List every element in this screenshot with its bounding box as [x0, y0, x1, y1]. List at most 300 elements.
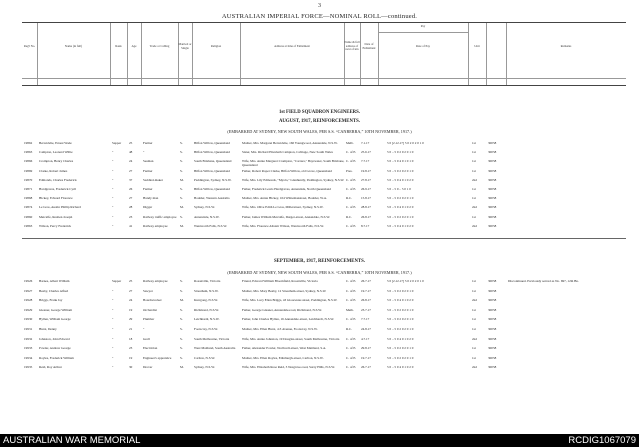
- cell-no: 19870: [24, 177, 33, 182]
- cell-en: C. of E.: [346, 150, 357, 155]
- section-2-heading: SEPTEMBER, 1917, REINFORCEMENTS.: [273, 259, 366, 264]
- cell-ms: S.: [180, 317, 183, 322]
- cell-ms: S.: [180, 346, 183, 351]
- cell-dt: 26.8.17: [361, 298, 371, 303]
- cell-x: 30058: [488, 187, 497, 191]
- cell-rel: Wentworth Falls, N.S.W.: [194, 223, 227, 228]
- cell-rank: ": [112, 150, 114, 155]
- table-row: [22, 298, 626, 306]
- cell-rel: Bilfon Willow, Queensland: [194, 187, 230, 191]
- cell-name: Le Gros, Austin Phillip Richard: [39, 205, 81, 210]
- cell-name: Reid, Roy Arthur: [39, 365, 62, 370]
- cell-rank: ": [112, 317, 114, 322]
- cell-no: 19928: [24, 298, 33, 303]
- section-1-heading: 1st FIELD SQUADRON ENGINEERS.: [278, 110, 361, 115]
- cell-ms: S.: [180, 141, 183, 145]
- cell-age: 48: [129, 150, 133, 155]
- cell-ms: S.: [180, 355, 183, 360]
- cell-trade: Grell: [143, 336, 150, 341]
- cell-dt: 7.7.17: [361, 317, 370, 322]
- cell-en: C. of E.: [346, 159, 357, 164]
- cell-nok: Father, Robert Roper Clarke, Bilfon Willow, old Grove, Queensland: [242, 168, 332, 173]
- cell-dt: 7.1.17: [361, 141, 370, 145]
- cell-trade: Farmer: [143, 141, 153, 145]
- table-row: [22, 150, 626, 158]
- cell-rel: Sydney, N.S.W.: [194, 205, 215, 210]
- cell-dt: 7.7.17: [361, 159, 370, 164]
- table-row: [22, 308, 626, 316]
- table-row: [22, 178, 626, 186]
- cell-trade: Sawyer: [143, 288, 153, 293]
- cell-rel: South Melbourne, Victoria: [194, 336, 230, 341]
- cell-en: C. of E.: [346, 223, 357, 228]
- cell-rank: ": [112, 223, 114, 228]
- table-row: [22, 289, 626, 297]
- cell-no: 19935: [24, 365, 33, 370]
- cell-pay: 5 0 .. 5 0 4 0 1 0 2 0: [387, 298, 414, 303]
- cell-dt: 26.7.17: [361, 279, 371, 283]
- cell-name: Briggs, Frank Jay: [39, 298, 63, 303]
- cell-no: 19862: [24, 141, 33, 145]
- cell-unit: 2nd: [472, 205, 477, 210]
- cell-dt: 19.8.17: [361, 168, 371, 173]
- cell-no: 19933: [24, 346, 33, 351]
- cell-no: 19929: [24, 307, 33, 312]
- cell-no: 19931: [24, 327, 33, 331]
- cell-pay: 5 0 .. 5 0 2 0 2 0 1 0: [387, 355, 414, 360]
- cell-name: Royles, Frederick William: [39, 355, 74, 360]
- cell-name: Beaby, Charles Alfred: [39, 288, 69, 293]
- cell-age: 19: [129, 307, 133, 312]
- col-name: Name (in full): [64, 44, 83, 48]
- cell-rank: ": [112, 346, 114, 351]
- cell-rank: ": [112, 298, 114, 303]
- cell-nok: Father, George Gleaner, Annandale-road, Richmond, N.S.W.: [242, 307, 322, 312]
- section-1-subheading: AUGUST, 1917, REINFORCEMENTS.: [278, 119, 361, 124]
- cell-age: 25: [129, 141, 133, 145]
- cell-rank: Sapper: [112, 141, 122, 145]
- cell-ms: S.: [180, 187, 183, 191]
- cell-age: 30: [129, 365, 133, 370]
- cell-trade: Railway employee: [143, 279, 168, 283]
- cell-pay: 5 0 .. 5 0 2 0 2 0 1 0: [387, 317, 414, 322]
- section-divider: [22, 238, 626, 239]
- cell-en: C. of E.: [346, 205, 357, 210]
- cell-en: Pres.: [346, 168, 353, 173]
- cell-en: C. of E.: [346, 365, 357, 370]
- cell-x: 30058: [488, 214, 497, 219]
- cell-no: 19868: [24, 196, 33, 201]
- col-reg-no: Reg'l No.: [23, 44, 36, 48]
- cell-age: 37: [129, 177, 133, 182]
- cell-pay: 5 0 .. 5 0 2 0 2 0 1 0: [387, 307, 414, 312]
- col-age: Age: [131, 44, 137, 48]
- cell-x: 30058: [488, 288, 497, 293]
- cell-rank: ": [112, 159, 114, 164]
- cell-ms: S.: [180, 150, 183, 155]
- cell-en: C. of E.: [346, 336, 357, 341]
- col-pay: Pay: [420, 24, 426, 28]
- cell-en: C. of E.: [346, 346, 357, 351]
- cell-rank: ": [112, 214, 114, 219]
- cell-rel: Streatham, N.S.W.: [194, 288, 219, 293]
- cell-rel: Footscray, N.S.W.: [194, 327, 218, 331]
- cell-nok: Mother, Mrs. Ellen Hurst, 4 Z Avenue, Footscray, N.S.W.: [242, 327, 318, 331]
- table-row: [22, 224, 626, 232]
- cell-name: Edmonds, Charles Frederick: [39, 177, 77, 182]
- cell-rel: Bilfon Willow, Queensland: [194, 168, 230, 173]
- cell-rel: Leichhardt, N.S.W.: [194, 317, 220, 322]
- cell-pay: 5 0 .. 5 0 2 0 2 0 1 0: [387, 288, 414, 293]
- cell-rank: ": [112, 205, 114, 210]
- cell-trade: Digger: [143, 205, 153, 210]
- cell-pay: 5 0 .. 5 0 2 0 2 0 1 0: [387, 150, 414, 155]
- cell-trade: Plumber: [143, 317, 155, 322]
- cell-rel: West Maitland, South Australia: [194, 346, 236, 351]
- cell-unit: 1st: [472, 159, 476, 164]
- col-unit: Unit: [474, 44, 480, 48]
- cell-rel: Paddington, Sydney, N.S.W.: [194, 177, 232, 182]
- cell-age: 23: [129, 346, 133, 351]
- col-address: Address at time of Enlistment: [274, 44, 310, 48]
- cell-ms: M.: [180, 223, 184, 228]
- cell-age: 41: [129, 223, 133, 228]
- cell-trade: Boardwrecker: [143, 298, 162, 303]
- table-row: [22, 279, 626, 287]
- cell-ms: M.: [180, 177, 184, 182]
- cell-trade: Electrician: [143, 346, 158, 351]
- cell-x: 30058: [488, 365, 497, 370]
- col-trade: Trade or Calling: [149, 44, 170, 48]
- cell-rank: ": [112, 365, 114, 370]
- cell-no: 19860: [24, 214, 33, 219]
- cell-rank: Sapper: [112, 279, 122, 283]
- cell-unit: 1st: [472, 279, 476, 283]
- cell-x: 30058: [488, 177, 497, 182]
- cell-x: 30058: [488, 307, 497, 312]
- cell-nok: Mother, Mrs. Margaret Berwicklie, 160 Youngwood, Annandale, N.S.W.: [242, 141, 338, 145]
- cell-ms: M.: [180, 205, 184, 210]
- cell-nok: Wife, Mrs. Annie Johnston, 19 Douglas-street, South Melbourne, Victoria: [242, 336, 340, 341]
- cell-pay: 5 0 .. 5 0 4 0 1 0 2 0: [387, 336, 414, 341]
- cell-rank: ": [112, 327, 114, 331]
- cell-en: C. of E.: [346, 279, 357, 283]
- cell-dt: 26.9.17: [361, 187, 371, 191]
- cell-pay: 5 0 .. 5 0 4 0 1 0 1 0: [387, 159, 414, 164]
- cell-en: C. of E.: [346, 317, 357, 322]
- cell-unit: 1st: [472, 150, 476, 155]
- cell-name: Hardgraves, Frederick Cyril: [39, 187, 77, 191]
- cell-x: 30058: [488, 279, 497, 283]
- cell-dt: 26.8.17: [361, 214, 371, 219]
- cell-unit: 1st: [472, 327, 476, 331]
- cell-pay: 5 0 .. 5 0 .. 5 0 1 0: [387, 187, 411, 191]
- cell-age: 27: [129, 288, 133, 293]
- cell-x: 30058: [488, 346, 497, 351]
- cell-x: 30058: [488, 205, 497, 210]
- cell-unit: 1st: [472, 288, 476, 293]
- cell-rank: ": [112, 355, 114, 360]
- cell-nok: Mother, Mrs. Mary Beaby, 12 Streatham-street, Sydney, N.S.W.: [242, 288, 327, 293]
- cell-unit: 1st: [472, 196, 476, 201]
- table-row: [22, 346, 626, 354]
- cell-en: R.C.: [346, 196, 353, 201]
- cell-en: Melb.: [346, 141, 354, 145]
- cell-en: R.C.: [346, 327, 353, 331]
- cell-name: Hurst, Denny: [39, 327, 57, 331]
- footer-source: AUSTRALIAN WAR MEMORIAL: [3, 435, 141, 446]
- table-row: [22, 317, 626, 325]
- cell-pay: 5 0 [2.12.17] 5 0 2 0 2 0 1 0: [387, 141, 424, 145]
- col-enlistment: Date of Enlistment: [362, 42, 376, 50]
- cell-x: 30058: [488, 298, 497, 303]
- cell-trade: ": [143, 327, 145, 331]
- cell-nok: Wife, Mrs. Lily Edmonds, "Myola," Glenhuntly, Paddington, Sydney, N.S.W.: [242, 177, 345, 182]
- cell-x: 30058: [488, 150, 497, 155]
- cell-no: 19863: [24, 150, 33, 155]
- cell-rank: ": [112, 307, 114, 312]
- cell-dt: 8.7.17: [361, 223, 370, 228]
- cell-name: Johnston, John Edward: [39, 336, 70, 341]
- cell-pay: 5 0 .. 5 0 2 0 2 0 1 0: [387, 214, 414, 219]
- cell-no: 19869: [24, 168, 33, 173]
- cell-rel: Kurrgong, N.S.W.: [194, 298, 218, 303]
- cell-ms: S.: [180, 196, 183, 201]
- cell-pay: 5 0 [2.12.17] 5 0 2 0 2 0 1 0: [387, 279, 424, 283]
- cell-nok: Father, Frederick Lewis Hardgraves, Annandale, North Queensland: [242, 187, 331, 191]
- cell-x: 30058: [488, 355, 497, 360]
- table-row: [22, 141, 626, 149]
- cell-pay: 5 0 .. 5 0 2 0 2 0 1 0: [387, 196, 414, 201]
- cell-dt: 25.6.17: [361, 150, 371, 155]
- cell-name: Berwicklie, Ernest Wade: [39, 141, 72, 145]
- cell-no: 19927: [24, 288, 33, 293]
- cell-trade: Farmer: [143, 187, 153, 191]
- cell-en: R.C.: [346, 214, 353, 219]
- cell-x: 30058: [488, 141, 497, 145]
- cell-trade: Railway traffic employee: [143, 214, 177, 219]
- cell-rank: ": [112, 187, 114, 191]
- cell-unit: 2nd: [472, 298, 477, 303]
- cell-dt: 23.7.17: [361, 307, 371, 312]
- cell-unit: 1st: [472, 355, 476, 360]
- cell-pay: 5 0 .. 5 0 4 0 1 0 2 0: [387, 365, 414, 370]
- cell-name: Campton, Leonard Willie: [39, 150, 73, 155]
- cell-pay: 5 0 .. 5 0 4 0 1 0 2 0: [387, 223, 414, 228]
- cell-rank: ": [112, 196, 114, 201]
- cell-nok: Mother, Mrs. Annie Hickey, 104 Whitemanstreet, Boulder, W.A.: [242, 196, 327, 201]
- cell-ms: M.: [180, 298, 184, 303]
- cell-ms: S.: [180, 327, 183, 331]
- cell-ms: S.: [180, 159, 183, 164]
- cell-ms: M.: [180, 365, 184, 370]
- cell-rel: South Brisbane, Queensland: [194, 159, 232, 164]
- cell-x: 30058: [488, 196, 497, 201]
- cell-trade: Engineer's apprentice: [143, 355, 172, 360]
- cell-nok: Wife, Mrs. Elizabeth Rose Reid, 3 Nesgrave-road, Surry Hills, N.S.W.: [242, 365, 335, 370]
- cell-x: 30058: [488, 223, 497, 228]
- col-married: Married or Single: [178, 42, 192, 50]
- cell-nok: Mother, Mrs. Ellen Royles, Edinburgh-street, Carlton, N.S.W.: [242, 355, 324, 360]
- cell-unit: 1st: [472, 307, 476, 312]
- table-row: [22, 159, 626, 167]
- table-row: [22, 169, 626, 177]
- cell-ms: S.: [180, 168, 183, 173]
- cell-rel: Annandale, N.S.W.: [194, 214, 220, 219]
- cell-nok: Father, Alexander Powler, Northcell-street, West Maitland, S.A.: [242, 346, 327, 351]
- cell-en: Meth.: [346, 307, 354, 312]
- table-row: [22, 196, 626, 204]
- cell-rel: Bilfon Willow, Queensland: [194, 141, 230, 145]
- cell-name: Wilson, Percy Frederick: [39, 223, 72, 228]
- cell-trade: Orchardist: [143, 307, 157, 312]
- cell-ms: S.: [180, 288, 183, 293]
- cell-ms: S.: [180, 336, 183, 341]
- cell-rem: Discontinued. Previously served as No. 697, 12th Bn.: [508, 279, 579, 283]
- cell-name: Powler, Andrew George: [39, 346, 71, 351]
- cell-name: Hyllen, William George: [39, 317, 71, 322]
- cell-trade: Drover: [143, 365, 153, 370]
- cell-en: C. of E.: [346, 187, 357, 191]
- cell-dt: 19.7.17: [361, 355, 371, 360]
- table-row: [22, 205, 626, 213]
- cell-x: 30058: [488, 317, 497, 322]
- cell-rel: Boulder, Western Australia: [194, 196, 230, 201]
- cell-age: 23: [129, 214, 133, 219]
- cell-no: 19934: [24, 355, 33, 360]
- cell-no: 19863: [24, 223, 33, 228]
- cell-unit: 1st: [472, 346, 476, 351]
- col-next-of-kin: Name & full address of next of kin: [344, 40, 360, 52]
- table-row: [22, 327, 626, 335]
- cell-rank: ": [112, 288, 114, 293]
- cell-trade: Railway employee: [143, 223, 168, 228]
- cell-nok: Sister, Mrs. Richard Elizabeth Campton, Cabbage, New South Wales: [242, 150, 333, 155]
- cell-dt: 28.8.17: [361, 205, 371, 210]
- cell-rank: ": [112, 168, 114, 173]
- cell-age: 29: [129, 317, 133, 322]
- cell-nok: Wife, Mrs. Annie Margaret Crompton, "Carrara," Bayswater, South Brisbane, Queensland: [242, 159, 345, 168]
- cell-dt: 19.7.17: [361, 288, 371, 293]
- cell-en: C. of E.: [346, 298, 357, 303]
- cell-pay: 5 0 .. 5 0 2 0 2 0 1 0: [387, 168, 414, 173]
- table-header: [22, 22, 626, 86]
- cell-nok: Wife, Mrs. Lucy Ellen Briggs, 43 Gloucester-street, Paddington, N.S.W.: [242, 298, 338, 303]
- cell-age: 18: [129, 336, 133, 341]
- cell-x: 30058: [488, 327, 497, 331]
- cell-unit: 2nd: [472, 177, 477, 182]
- cell-unit: 1st: [472, 141, 476, 145]
- cell-rel: Bilfon Willow, Queensland: [194, 150, 230, 155]
- cell-nok: Father, John Charles Hyllen, 16 Annandale-street, Leichhardt, N.S.W.: [242, 317, 335, 322]
- cell-age: 25: [129, 279, 133, 283]
- cell-no: 19866: [24, 159, 33, 164]
- cell-rank: ": [112, 177, 114, 182]
- section-1-embark: (EMBARKED AT SYDNEY, NEW SOUTH WALES, PER S.S. “CANBERRA,” 10TH NOVEMBER, 1917.): [227, 129, 412, 134]
- cell-name: Crompton, Henry Charles: [39, 159, 74, 164]
- table-row: [22, 187, 626, 195]
- cell-dt: 24.8.17: [361, 327, 371, 331]
- cell-trade: Handy man: [143, 196, 159, 201]
- cell-trade: ": [143, 150, 145, 155]
- col-religion: Religion: [210, 44, 222, 48]
- cell-trade: Farmer: [143, 168, 153, 173]
- cell-nok: Father, James William Metcalfe, Durger-street, Annandale, N.S.W.: [242, 214, 330, 219]
- page-title: AUSTRALIAN IMPERIAL FORCE—NOMINAL ROLL—continued.: [221, 13, 418, 20]
- cell-name: Gleaner, George William: [39, 307, 73, 312]
- cell-no: 19930: [24, 317, 33, 322]
- cell-ms: S.: [180, 214, 183, 219]
- table-row: [22, 356, 626, 364]
- table-row: [22, 337, 626, 345]
- cell-unit: 2nd: [472, 365, 477, 370]
- cell-rank: ": [112, 336, 114, 341]
- cell-no: 19874: [24, 205, 33, 210]
- cell-age: 28: [129, 205, 133, 210]
- table-row: [22, 365, 626, 373]
- cell-nok: Friend, Edward William Bloomfield, Rosanville, Victoria: [242, 279, 318, 283]
- cell-name: Clarke, Robert James: [39, 168, 68, 173]
- col-remarks: Remarks: [560, 44, 572, 48]
- footer-id: RCDIG1067079: [568, 435, 636, 446]
- cell-name: Hickey, Edward Florence: [39, 196, 73, 201]
- cell-unit: 2nd: [472, 223, 477, 228]
- cell-en: C. of E.: [346, 288, 357, 293]
- cell-age: 24: [129, 159, 133, 164]
- cell-pay: 5 0 .. 5 0 2 0 2 0 1 0: [387, 346, 414, 351]
- cell-pay: 5 0 .. 5 0 4 0 1 0 2 0: [387, 205, 414, 210]
- cell-trade: Seaman: [143, 159, 154, 164]
- footer-bar: [0, 434, 639, 447]
- cell-pay: 5 0 .. 5 0 4 0 1 0 2 0: [387, 177, 414, 182]
- cell-ms: S.: [180, 307, 183, 312]
- cell-rel: Carlton, N.S.W.: [194, 355, 216, 360]
- cell-dt: 29.8.17: [361, 346, 371, 351]
- table-row: [22, 215, 626, 223]
- cell-nok: Wife, Mrs. Florence Alistair Wilson, Wentworth Falls, N.S.W.: [242, 223, 324, 228]
- cell-ms: S.: [180, 279, 183, 283]
- cell-rel: Sydney, N.S.W.: [194, 365, 215, 370]
- cell-dt: 4.7.17: [361, 336, 370, 341]
- col-rank: Rank: [115, 44, 122, 48]
- cell-trade: Saddled-maker: [143, 177, 163, 182]
- cell-no: 19932: [24, 336, 33, 341]
- cell-unit: 1st: [472, 187, 476, 191]
- cell-unit: 1st: [472, 317, 476, 322]
- cell-rel: Rosanville, Victoria: [194, 279, 221, 283]
- cell-pay: 5 0 .. 5 0 2 0 2 0 1 0: [387, 327, 414, 331]
- cell-age: 26: [129, 187, 133, 191]
- cell-x: 30058: [488, 159, 497, 164]
- cell-nok: Wife, Mrs. Olive Edith Le Gros, Millerstreet, Sydney, N.S.W.: [242, 205, 324, 210]
- cell-rel: Richmond, N.S.W.: [194, 307, 219, 312]
- cell-age: 27: [129, 196, 133, 201]
- cell-unit: 1st: [472, 214, 476, 219]
- cell-x: 30058: [488, 168, 497, 173]
- cell-dt: 27.8.17: [361, 177, 371, 182]
- cell-no: 19926: [24, 279, 33, 283]
- cell-x: 30058: [488, 336, 497, 341]
- cell-name: Metcalfe, Reuben Joseph: [39, 214, 73, 219]
- cell-unit: 2nd: [472, 336, 477, 341]
- cell-age: 24: [129, 298, 133, 303]
- page-number: 3: [318, 3, 321, 9]
- cell-dt: 15.8.17: [361, 196, 371, 201]
- cell-name: Barnes, Albert William: [39, 279, 70, 283]
- cell-age: 27: [129, 168, 133, 173]
- cell-dt: 26.7.17: [361, 365, 371, 370]
- cell-age: 19: [129, 355, 133, 360]
